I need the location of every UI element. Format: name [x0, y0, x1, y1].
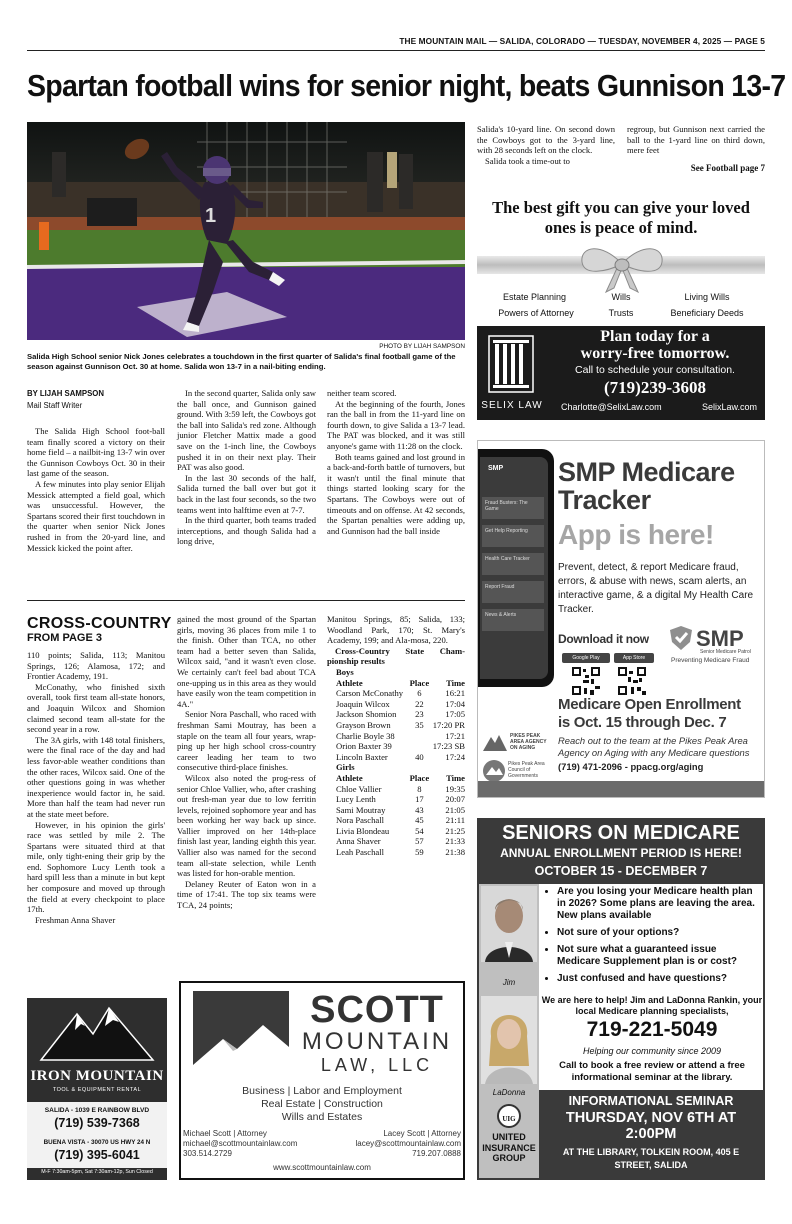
service-living-wills: Living Wills	[684, 292, 730, 302]
smp-logo-text: SMP	[696, 626, 744, 651]
smp-logo-sub2: Preventing Medicare Fraud	[671, 657, 750, 664]
byline: BY LIJAH SAMPSON	[27, 389, 104, 398]
paragraph: neither team scored.	[327, 388, 397, 398]
mountain-logo-icon	[193, 991, 289, 1079]
photo-caption: Salida High School senior Nick Jones celebrates a touchdown in the first quarter of Salida's final football game of the season against Gunnison Oct. 30 at home. Salida won 13-7 in a nail-biting ending.	[27, 352, 456, 371]
table-row: Jackson Shomion 23 17:05	[336, 709, 465, 720]
xc-headline: CROSS-COUNTRY	[27, 615, 172, 632]
smp-body: Prevent, detect, & report Medicare fraud, errors, & abuse with news, scam alerts, an interactive game, & a digital My Health Care Tracker.	[558, 562, 754, 615]
byline-title: Mail Staff Writer	[27, 401, 83, 410]
table-row: Livia Blondeau 54 21:25	[336, 825, 465, 836]
football-column-3	[327, 388, 465, 536]
football-photo	[27, 122, 465, 340]
paragraph: The 3A girls, with 148 total finishers, were the final race of the day and had less favor-able weather conditions than the other races, Wilcox said. One of the other questions going in was whether inexperience would factor in, he said. More than half the team had never run at the state meet before.	[27, 734, 165, 819]
phone-menu-item: News & Alerts	[482, 609, 544, 631]
table-row: Charlie Boyle 38 17:21	[336, 730, 465, 741]
selix-logo-icon	[487, 334, 535, 394]
ppacg-logo-text: Pikes Peak Area Council of Governments	[508, 761, 545, 779]
app-store-badge[interactable]: App Store	[614, 653, 654, 663]
header-athlete: Athlete	[336, 677, 363, 688]
seminar-panel	[539, 1090, 763, 1178]
attorney-email[interactable]: lacey@scottmountainlaw.com	[355, 1139, 461, 1148]
iron-name-2: MOUNTAIN	[75, 1068, 164, 1084]
table-row: Lincoln Baxter 40 17:24	[336, 751, 465, 762]
seminar-title: INFORMATIONAL SEMINAR	[568, 1094, 734, 1108]
smp-reach: Reach out to the team at the Pikes Peak Area Agency on Aging with any Medicare questions	[558, 735, 750, 758]
list-item: • Just confused and have questions?	[557, 973, 759, 985]
selix-plan-line2: worry-free tomorrow.	[580, 345, 730, 362]
football-player-illustration	[27, 122, 465, 340]
seniors-since: Helping our community since 2009	[582, 1046, 722, 1056]
attorney-phone[interactable]: 303.514.2729	[183, 1149, 232, 1158]
seniors-bullets	[545, 886, 759, 990]
phone-menu-item: Report Fraud	[482, 581, 544, 603]
table-row: Nora Paschall 45 21:11	[336, 815, 465, 826]
list-item: • Not sure what a guaranteed issue Medicare Supplement plan is or cost?	[557, 944, 759, 968]
iron-location-1: SALIDA - 1039 E RAINBOW BLVD	[44, 1107, 150, 1114]
scott-name-3: LAW, LLC	[320, 1055, 434, 1075]
photo-credit: PHOTO BY LIJAH SAMPSON	[379, 343, 465, 350]
paragraph: The Salida High School foot-ball team finally scored a victory on their home field – a nailbit-ing 13-7 win over the Gunnison Cowboys Oct. 30 in their last game of the season.	[27, 426, 165, 479]
scott-left-contact	[183, 1129, 297, 1159]
paragraph: In the second quarter, Salida only saw the ball once, and Gunnison gained ground. With 3:59 left, the Cowboys got the ball into Salida's red zone. Although junior Fletcher Mattix made a good save on the 1-inch line, the Cowboys pushed it in on their next play. Their PAT was also good.	[177, 388, 316, 473]
service-trusts: Trusts	[608, 308, 634, 318]
selix-dark-panel	[477, 326, 765, 420]
phone-mockup	[478, 449, 554, 687]
enrollment-line-2: is Oct. 15 through Dec. 7	[558, 714, 727, 731]
iron-name-1: IRON	[30, 1068, 72, 1084]
selix-plan-line1: Plan today for a	[600, 328, 710, 345]
header-rule	[27, 50, 765, 51]
jim-portrait	[481, 886, 537, 962]
seniors-title: SENIORS ON MEDICARE	[502, 822, 740, 844]
attorney-email[interactable]: michael@scottmountainlaw.com	[183, 1139, 298, 1148]
paragraph: Delaney Reuter of Eaton won in a time of 17:41. The top six teams were TCA, 24 points;	[177, 878, 316, 911]
phone-menu-item: Health Care Tracker	[482, 553, 544, 575]
paragraph: In the third quarter, both teams traded interceptions, and though Salida had a long drive,	[177, 515, 316, 547]
list-item: • Are you losing your Medicare health plan in 2026? Some plans are leaving the area. New plans available	[557, 886, 759, 922]
uig-logo-text: UIG	[502, 1115, 516, 1123]
iron-location-2: BUENA VISTA - 30070 US HWY 24 N	[43, 1139, 151, 1146]
xc-column-3	[327, 614, 465, 858]
scott-name-1: SCOTT	[310, 989, 444, 1031]
paragraph: Manitou Springs, 85; Salida, 133; Woodland Park, 170; St. Mary's Academy, 199; and Ala-mosa, 220.	[327, 614, 465, 646]
paragraph: A few minutes into play senior Elijah Messick attempted a field goal, which was unsuccessful. However, the Spartans scored their first touchdown in the quarter when senior Nick Jones rushed in from the 20-yard line, and Messick kicked the point after.	[27, 478, 165, 553]
smp-footer-band	[478, 781, 765, 798]
attorney-phone[interactable]: 719.207.0888	[412, 1149, 461, 1158]
qr-code-icon[interactable]	[571, 666, 601, 696]
phone-menu-item: Fraud Busters: The Game	[482, 497, 544, 519]
seniors-medicare-ad[interactable]	[477, 818, 765, 1180]
paragraph: At the beginning of the fourth, Jones ran the ball in from the 11-yard line on fourth down, to give Salida a 13-7 lead. The PAT was blocked, and it was still anyone's game with 11:28 on the clock.	[327, 398, 465, 451]
paragraph: regroup, but Gunnison next carried the ball to the 1-yard line on third down, mere feet	[627, 124, 765, 156]
table-row: Carson McConathy 6 16:21	[336, 688, 465, 699]
service-wills: Wills	[611, 292, 631, 302]
google-play-badge[interactable]: Google Play	[562, 653, 610, 663]
seminar-when: THURSDAY, NOV 6TH AT 2:00PM	[565, 1110, 737, 1142]
xc-column-1	[27, 650, 165, 925]
paragraph: McConathy, who finished sixth overall, took first team all-state honors, and Joaquin Wilcox and Shomion claimed second team all-state for the second year in a row.	[27, 681, 165, 735]
qr-code-icon[interactable]	[617, 666, 647, 696]
header-athlete: Athlete	[336, 772, 363, 783]
seniors-help: We are here to help! Jim and LaDonna Rankin, your local Medicare planning specialists,	[541, 995, 763, 1016]
selix-web[interactable]: SelixLaw.com	[701, 402, 757, 412]
scott-practice-2: Real Estate | Construction	[261, 1098, 383, 1110]
results-table	[336, 667, 465, 858]
girls-label: Girls	[336, 762, 355, 773]
xc-from-page: FROM PAGE 3	[27, 632, 102, 644]
page-folio: THE MOUNTAIN MAIL — SALIDA, COLORADO — TUESDAY, NOVEMBER 4, 2025 — PAGE 5	[399, 36, 765, 46]
service-estate-planning: Estate Planning	[502, 292, 567, 302]
uig-logo	[497, 1104, 521, 1128]
paragraph: In the last 30 seconds of the half, Salida turned the ball over but got it back in the last four seconds, so the two teams went into halftime even at 7-7.	[177, 472, 316, 515]
selix-logo-text: SELIX LAW	[481, 400, 543, 411]
phone-menu-item: Get Help Reporting	[482, 525, 544, 547]
service-beneficiary-deeds: Beneficiary Deeds	[670, 308, 744, 318]
section-divider	[27, 600, 465, 601]
jim-label: Jim	[502, 978, 516, 987]
football-column-4	[477, 124, 615, 166]
seniors-dates: OCTOBER 15 - DECEMBER 7	[534, 864, 708, 878]
scott-practice-3: Wills and Estates	[281, 1111, 363, 1123]
uig-company: UNITED INSURANCE GROUP	[482, 1132, 536, 1163]
table-row: Orion Baxter 39 17:23 SB	[336, 741, 465, 752]
scott-right-contact	[356, 1129, 462, 1159]
selix-email[interactable]: Charlotte@SelixLaw.com	[561, 402, 662, 412]
list-item: • Not sure of your options?	[557, 927, 759, 939]
smp-shield-icon	[669, 625, 693, 651]
scott-web[interactable]: www.scottmountainlaw.com	[273, 1163, 371, 1172]
photo-column	[479, 884, 539, 1180]
jump-link[interactable]: See Football page 7	[690, 163, 765, 173]
scott-name-2: MOUNTAIN	[301, 1028, 453, 1055]
football-column-2	[177, 388, 316, 547]
seminar-where: AT THE LIBRARY, TOLKEIN ROOM, 405 E STREET, SALIDA	[562, 1147, 740, 1170]
selix-phone[interactable]: (719)239-3608	[604, 378, 706, 397]
seniors-sub: ANNUAL ENROLLMENT PERIOD IS HERE!	[500, 846, 742, 860]
football-column-1	[27, 426, 165, 553]
paragraph: Wilcox also noted the prog-ress of senior Chloe Vallier, who, after crashing out fresh-man year due to low ferritin levels, rejoined sophomore year and has been working her way back up since. Vallier improved on her 14th-place finish last year, landing eighth this year. Vallier also was named for the second team all-state selection, while Lenth was listed for hon-orable mention.	[177, 772, 316, 879]
ladonna-portrait	[481, 996, 537, 1084]
paragraph: However, in his opinion the girls' race was settled by mile 2. The Spartans were situated third at that mile, only tight-ening their grip by the end. Sophomore Lucy Lenth took a hard spill less than a minute in but kept her composure and moved up through the field at every checkpoint to place 17th.	[27, 819, 165, 915]
paragraph: Salida's 10-yard line. On second down the Cowboys got to the 3-yard line, with 28 seconds left on the clock.	[477, 124, 615, 156]
results-title: Cross-Country State Cham-pionship results	[327, 645, 465, 667]
mountain-logo-icon	[37, 1004, 157, 1062]
scott-mountain-law-ad[interactable]	[179, 981, 465, 1180]
paragraph: gained the most ground of the Spartan girls, moving 36 places from mile 1 to the finish. Other than TCA, no other team had a better seven than Salida, Wilcox said, "and it wasn't even close. We certainly can't feel bad about TCA one-upping us in this area as they would have easily won the team competition in 4A."	[177, 614, 316, 709]
header-time: Time	[446, 677, 465, 688]
iron-phone-1[interactable]: (719) 539-7368	[54, 1116, 140, 1130]
xc-column-2	[177, 614, 316, 911]
seniors-call: Call to book a free review or attend a free informational seminar at the library.	[559, 1060, 745, 1083]
selix-headline: The best gift you can give your loved ones is peace of mind.	[492, 198, 750, 237]
table-row: Joaquin Wilcox 22 17:04	[336, 698, 465, 709]
paragraph: Both teams gained and lost ground in a back-and-forth battle of turnovers, but it wasn't until the final minute that things started looking scary for the Spartans. The Cowboys were out of timeouts and on offense. At 42 seconds, the Spartan penalties were adding up, and Gunnison had the ball inside	[327, 451, 465, 536]
mountain-logo-icon	[482, 731, 508, 753]
service-powers-of-attorney: Powers of Attorney	[498, 308, 574, 318]
paragraph: Salida took a time-out to	[485, 155, 570, 166]
header-place: Place	[409, 772, 430, 783]
attorney-name: Lacey Scott | Attorney	[383, 1129, 461, 1138]
iron-name	[27, 1068, 167, 1085]
table-row: Sami Moutray 43 21:05	[336, 804, 465, 815]
selix-call-line: Call to schedule your consultation.	[575, 364, 735, 376]
table-row: Lucy Lenth 17 20:07	[336, 794, 465, 805]
attorney-name: Michael Scott | Attorney	[183, 1129, 267, 1138]
iron-mountain-ad[interactable]	[27, 998, 167, 1180]
football-headline: Spartan football wins for senior night, beats Gunnison 13-7	[27, 68, 786, 103]
smp-title-2: Tracker	[558, 485, 651, 515]
table-row: Leah Paschall 59 21:38	[336, 847, 465, 858]
paragraph: 110 points; Salida, 113; Manitou Springs, 126; Alamosa, 172; and Frontier Academy, 191.	[27, 650, 165, 682]
seniors-phone[interactable]: 719-221-5049	[586, 1018, 718, 1041]
table-row: Chloe Vallier 8 19:35	[336, 783, 465, 794]
phone-app-logo: SMP	[488, 465, 504, 472]
scott-practice-1: Business | Labor and Employment	[242, 1085, 402, 1097]
paragraph: Freshman Anna Shaver	[35, 914, 116, 925]
smp-title-3: App is here!	[558, 519, 714, 550]
smp-medicare-ad[interactable]	[477, 440, 765, 798]
header-time: Time	[446, 772, 465, 783]
iron-phone-2[interactable]: (719) 395-6041	[54, 1148, 140, 1162]
seniors-header	[479, 820, 763, 884]
paragraph: Senior Nora Paschall, who raced with freshman Sami Moutray, has been a staple on the team all four years, wrap-ping up her high school cross-country career leading her team to two consecutive third-place finishes.	[177, 709, 316, 773]
smp-logo-sub1: Senior Medicare Patrol	[700, 649, 751, 655]
smp-contact[interactable]: (719) 471-2096 - ppacg.org/aging	[558, 761, 704, 772]
ladonna-label: LaDonna	[492, 1088, 526, 1097]
football-column-5	[627, 124, 765, 156]
selix-law-ad[interactable]	[477, 190, 765, 420]
svg-text:1: 1	[205, 205, 217, 227]
iron-info-panel	[27, 1102, 167, 1168]
enrollment-line-1: Medicare Open Enrollment	[558, 696, 741, 713]
smp-download: Download it now	[558, 632, 649, 646]
boys-label: Boys	[336, 666, 354, 677]
ppaaa-logo-text: PIKES PEAK AREA AGENCY ON AGING	[510, 733, 547, 751]
iron-sub: TOOL & EQUIPMENT RENTAL	[52, 1087, 142, 1093]
iron-hours: M-F 7:30am-5pm, Sat 7:30am-12p, Sun Closed	[41, 1169, 153, 1175]
table-row: Grayson Brown 35 17:20 PR	[336, 719, 465, 730]
smp-title-1: SMP Medicare	[558, 457, 735, 487]
header-place: Place	[409, 677, 430, 688]
ppacg-logo-icon	[482, 759, 506, 783]
ribbon-bow-icon	[572, 236, 672, 294]
table-row: Anna Shaver 57 21:33	[336, 836, 465, 847]
